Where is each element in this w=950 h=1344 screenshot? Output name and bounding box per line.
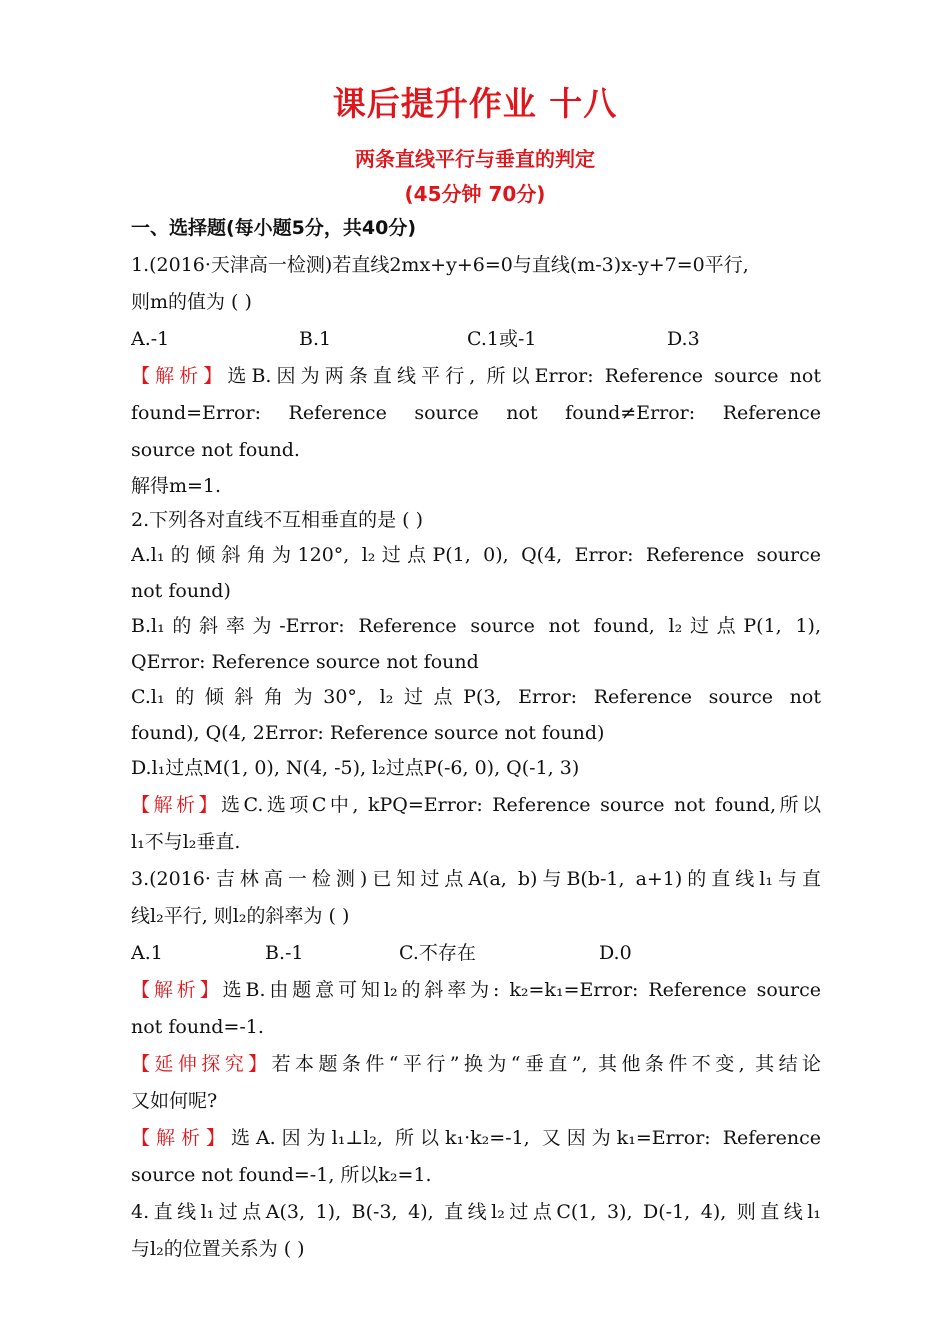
q3-extension-line1: 【延伸探究】若本题条件“平行”换为“垂直”, 其他条件不变, 其结论 bbox=[131, 1053, 821, 1075]
q3-option-c: C.不存在 bbox=[399, 942, 476, 964]
q3-extension-analysis-line1: 【解析】选A.因为l₁⊥l₂, 所以k₁·k₂=-1, 又因为k₁=Error: Reference bbox=[131, 1127, 821, 1149]
q2-option-b-line1: B.l₁的斜率为-Error: Reference source not found, l₂过点P(1, 1), bbox=[131, 615, 821, 637]
q1-option-c: C.1或-1 bbox=[467, 328, 537, 350]
q2-option-a-line2: not found) bbox=[131, 580, 231, 602]
q3-option-a: A.1 bbox=[131, 942, 163, 964]
q3-analysis-line1: 【解析】选B.由题意可知l₂的斜率为: k₂=k₁=Error: Reference source bbox=[131, 979, 821, 1001]
section-heading: 一、选择题(每小题5分，共40分) bbox=[131, 217, 417, 239]
q4-stem-line1: 4.直线l₁过点A(3, 1), B(-3, 4), 直线l₂过点C(1, 3), D(-1, 4), 则直线l₁ bbox=[131, 1201, 821, 1223]
q2-option-b-line2: QError: Reference source not found bbox=[131, 651, 479, 673]
analysis-tag: 【解析】 bbox=[131, 979, 223, 1001]
q1-analysis-line4: 解得m=1. bbox=[131, 475, 222, 497]
q1-stem-line1: 1.(2016·天津高一检测)若直线2mx+y+6=0与直线(m-3)x-y+7=0平行, bbox=[131, 254, 749, 276]
q3-option-d: D.0 bbox=[599, 942, 632, 964]
lesson-subtitle: 两条直线平行与垂直的判定 bbox=[355, 147, 595, 171]
q3-options bbox=[131, 935, 821, 972]
q2-option-c-line1: C.l₁的倾斜角为30°, l₂过点P(3, Error: Reference source not bbox=[131, 686, 821, 708]
q3-stem-line2: 线l₂平行, 则l₂的斜率为 ( ) bbox=[131, 905, 350, 927]
extension-tag: 【延伸探究】 bbox=[131, 1053, 272, 1075]
q3-stem-line1: 3.(2016·吉林高一检测)已知过点A(a, b)与B(b-1, a+1)的直线l₁与直 bbox=[131, 868, 821, 890]
analysis-tag: 【解析】 bbox=[131, 365, 228, 387]
q1-options bbox=[131, 321, 821, 358]
q2-option-c-line2: found), Q(4, 2Error: Reference source not found) bbox=[131, 722, 605, 744]
analysis-tag: 【解析】 bbox=[131, 1127, 231, 1149]
q4-stem-line2: 与l₂的位置关系为 ( ) bbox=[131, 1238, 305, 1260]
q1-analysis-line3: source not found. bbox=[131, 439, 300, 461]
exercise-content bbox=[131, 210, 821, 1268]
q2-option-d: D.l₁过点M(1, 0), N(4, -5), l₂过点P(-6, 0), Q(-1, 3) bbox=[131, 757, 580, 779]
q1-option-d: D.3 bbox=[667, 328, 700, 350]
page-title: 课后提升作业 十八 bbox=[332, 84, 618, 123]
analysis-tag: 【解析】 bbox=[131, 794, 221, 816]
q2-analysis-line1: 【解析】选C.选项C中, kPQ=Error: Reference source not found,所以 bbox=[131, 794, 821, 816]
q1-stem-line2: 则m的值为 ( ) bbox=[131, 291, 252, 313]
q2-stem: 2.下列各对直线不互相垂直的是 ( ) bbox=[131, 509, 424, 531]
q1-option-b: B.1 bbox=[299, 328, 332, 350]
q1-analysis-line1: 【解析】选B.因为两条直线平行, 所以Error: Reference source not bbox=[131, 365, 821, 387]
q3-option-b: B.-1 bbox=[265, 942, 304, 964]
q3-extension-line2: 又如何呢? bbox=[131, 1090, 218, 1112]
q2-option-a-line1: A.l₁的倾斜角为120°, l₂过点P(1, 0), Q(4, Error: Reference source bbox=[131, 544, 821, 566]
q2-analysis-line2: l₁不与l₂垂直. bbox=[131, 831, 241, 853]
time-score-info: (45分钟 70分) bbox=[404, 182, 546, 206]
q3-extension-analysis-line2: source not found=-1, 所以k₂=1. bbox=[131, 1164, 432, 1186]
q3-analysis-line2: not found=-1. bbox=[131, 1016, 264, 1038]
q1-option-a: A.-1 bbox=[131, 328, 170, 350]
q1-analysis-line2: found=Error: Reference source not found≠Error: Reference bbox=[131, 402, 821, 424]
